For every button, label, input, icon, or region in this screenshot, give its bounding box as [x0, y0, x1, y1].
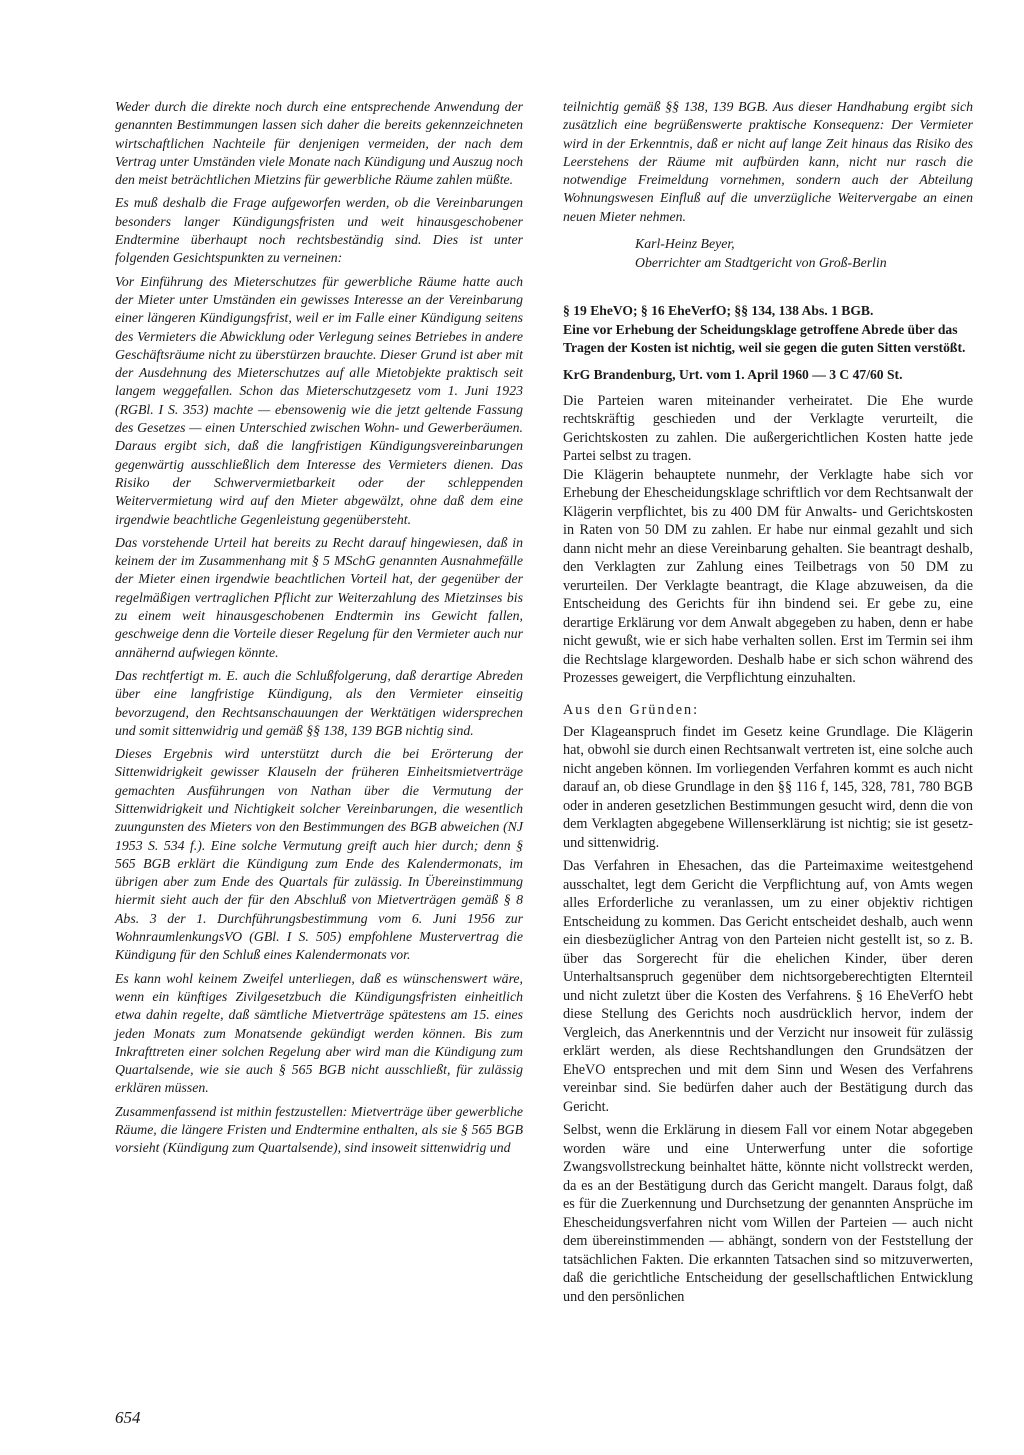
paragraph: Das rechtfertigt m. E. auch die Schlußfolgerung, daß derartige Abreden über eine langfristige Kündigung, als den Vermieter einseitig bevorzugend, den Rechtsanschauungen der Werktätigen widersprechen und somit sittenwidrig und gemäß §§ 138, 139 BGB nichtig sind.	[115, 667, 523, 738]
left-column	[115, 98, 523, 1158]
continuation-paragraph: teilnichtig gemäß §§ 138, 139 BGB. Aus dieser Handhabung ergibt sich zusätzlich eine begrüßenswerte praktische Konsequenz: Der Vermieter wird in der Erkenntnis, daß er nicht auf lange Zeit hinaus das Risiko des Leerstehens der Räume mit aufbürden kann, nicht nur rasch die notwendige Freimeldung vornehmen, sondern auch der Abteilung Wohnungswesen Einfluß auf die unverzügliche Weitervergabe an einen neuen Mieter nehmen.	[563, 99, 973, 224]
grounds-paragraph: Selbst, wenn die Erklärung in diesem Fall vor einem Notar abgegeben worden wäre und eine Unterwerfung unter die sofortige Zwangsvollstreckung beinhaltet hätte, könnte nicht vollstreckt werden, da es an der Bestätigung durch das Gericht mangelt. Daraus folgt, daß es für die Zuerkennung und Durchsetzung der genannten Ansprüche im Ehescheidungsverfahren nicht vom Willen der Parteien — auch nicht dem übereinstimmenden — abhängt, sondern von der Feststellung der tatsächlichen Fakten. Die erkannten Tatsachen sind so mitzuverwerten, daß die gerichtliche Entscheidung der gesellschaftlichen Entwicklung und den persönlichen	[563, 1122, 973, 1305]
paragraph: Das vorstehende Urteil hat bereits zu Recht darauf hingewiesen, daß in keinem der im Zusammenhang mit § 5 MSchG genannten Ausnahmefälle der Mieter einen irgendwie beachtlichen Vorteil hat, der gegenüber der regelmäßigen vertraglichen Pflicht zur Weiterzahlung des Mietzinses bis zu einem weit hinausgeschobenen Endtermin ins Gewicht fallen, geschweige denn die Vorteile dieser Regelung für den Vermieter auch nur annähernd aufwiegen könnte.	[115, 534, 523, 660]
grounds-heading: Aus den Gründen:	[563, 701, 700, 718]
paragraph: Weder durch die direkte noch durch eine entsprechende Anwendung der genannten Bestimmungen lassen sich daher die bereits gekennzeichneten wirtschaftlichen Nachteile für denjenigen vermeiden, der nach dem Vertrag unter Umständen viele Monate nach Kündigung und Auszug noch den meist beträchtlichen Mietzins für gewerbliche Räume zahlen müßte.	[115, 99, 523, 188]
grounds-paragraph: Das Verfahren in Ehesachen, das die Parteimaxime weitestgehend ausschaltet, legt dem Gericht die Verpflichtung auf, von Amts wegen alles Erforderliche zu veranlassen, um zu einer objektiv richtigen Entscheidung zu kommen. Das Gericht entscheidet deshalb, auch wenn ein diesbezüglicher Antrag von den Parteien nicht gestellt ist, so z. B. über das Sorgerecht für die ehelichen Kinder, über deren Unterhaltsanspruch gegenüber dem nichtsorgeberechtigten Elternteil und nicht zuletzt über die Kosten des Verfahrens. § 16 EheVerfO hebt diese Stellung des Gerichts noch ausdrücklich hervor, indem der Vergleich, das Anerkenntnis und der Verzicht nur insoweit für zulässig erklärt werden, als diese Rechtshandlungen den Grundsätzen der EheVO entsprechen und mit dem Sinn und Wesen des Verfahrens vereinbar sind. Sie bedürfen daher auch der Bestätigung durch das Gericht.	[563, 858, 973, 1115]
facts-paragraph: Die Klägerin behauptete nunmehr, der Verklagte habe sich vor Erhebung der Ehescheidungsklage schriftlich vor dem Rechtsanwalt der Klägerin verpflichtet, bis zu 400 DM für Anwalts- und Gerichtskosten in Raten von 50 DM zu zahlen. Er habe nur einmal gezahlt und sich dann nicht mehr an diese Vereinbarung gehalten. Sie beantragt deshalb, den Verklagten zur Zahlung eines Teilbetrags von 50 DM zu verurteilen. Der Verklagte beantragt, die Klage abzuweisen, da die Entscheidung des Gerichts für ihn bindend sei. Er gebe zu, eine derartige Erklärung vor dem Anwalt abgegeben zu haben, denn er habe nicht gewußt, wie er sich habe verhalten sollen. Erst im Termin sei ihm die Rechtslage klargeworden. Deshalb habe er sich schon während des Prozesses geweigert, die Verpflichtung einzuhalten.	[563, 466, 973, 687]
right-column	[563, 98, 973, 1306]
page-number: 654	[115, 1408, 141, 1427]
statute-heading: § 19 EheVO; § 16 EheVerfO; §§ 134, 138 Abs. 1 BGB.	[563, 303, 874, 319]
author-title: Oberrichter am Stadtgericht von Groß-Berlin	[635, 255, 887, 271]
paragraph: Zusammenfassend ist mithin festzustellen: Mietverträge über gewerbliche Räume, die längere Fristen und Endtermine enthalten, als sie § 565 BGB vorsieht (Kündigung zum Quartalsende), sind insoweit sittenwidrig und	[115, 1103, 523, 1156]
headnote: Eine vor Erhebung der Scheidungsklage getroffene Abrede über das Tragen der Kosten ist nichtig, weil sie gegen die guten Sitten verstößt.	[563, 321, 966, 356]
paragraph: Dieses Ergebnis wird unterstützt durch die bei Erörterung der Sittenwidrigkeit gewisser Klauseln der früheren Einheitsmietverträge gemachten Ausführungen von Nathan über die Vermutung der Sittenwidrigkeit und Nichtigkeit solcher Vereinbarungen, die wesentlich zuungunsten des Mieters von den Bestimmungen des BGB abweichen (NJ 1953 S. 534 f.). Eine solche Vermutung greift auch hier durch; denn § 565 BGB erklärt die Kündigung zum Ende des Kalendermonats, im übrigen aber zum Ende des Quartals für zulässig. In Übereinstimmung hiermit sieht auch der für den Abschluß von Mietverträgen gemäß § 8 Abs. 3 der 1. Durchführungsbestimmung vom 6. Juni 1956 zur WohnraumlenkungsVO (GBl. I S. 505) empfohlene Mustervertrag die Kündigung für den Schluß eines Kalendermonats vor.	[115, 746, 523, 963]
paragraph: Es muß deshalb die Frage aufgeworfen werden, ob die Vereinbarungen besonders langer Kündigungsfristen und weit hinausgeschobener Endtermine überhaupt noch rechtsbeständig sind. Dies ist unter folgenden Gesichtspunkten zu verneinen:	[115, 195, 523, 266]
paragraph: Vor Einführung des Mieterschutzes für gewerbliche Räume hatte auch der Mieter unter Umständen ein gewisses Interesse an der Vereinbarung einer längeren Kündigungsfrist, weil er im Falle einer Kündigung seitens des Vermieters die Abwicklung oder Verlegung seines Betriebes in andere Geschäftsräume nicht zu überstürzen brauchte. Dieser Grund ist aber mit der Ausdehnung des Mieterschutzes auf alle Mietobjekte praktisch seit langem weggefallen. Schon das Mieterschutzgesetz vom 1. Juni 1923 (RGBl. I S. 353) machte — ebensowenig wie die jetzt geltende Fassung des Gesetzes — einen Unterschied zwischen Wohn- und Gewerberäumen. Daraus ergibt sich, daß die langfristigen Kündigungsvereinbarungen gegenwärtig ausschließlich dem Interesse des Vermieters dienen. Das Risiko der Schwervermietbarkeit oder der schleppenden Weitervermietung wird auf den Mieter abgewälzt, ohne daß dem eine irgendwie beachtliche Gegenleistung gegenübersteht.	[115, 273, 523, 527]
author-name: Karl-Heinz Beyer,	[635, 236, 735, 252]
paragraph: Es kann wohl keinem Zweifel unterliegen, daß es wünschenswert wäre, wenn ein künftiges Zivilgesetzbuch die Kündigungsfristen einheitlich etwa dahin regelte, daß sämtliche Mietverträge spätestens am 15. eines jeden Monats zum Monatsende gekündigt werden können. Bis zum Inkrafttreten einer solchen Regelung aber wird man die Kündigung zum Quartalsende, wie sie auch § 565 BGB nicht ausschließt, für zulässig erklären müssen.	[115, 970, 523, 1096]
facts-paragraph: Die Parteien waren miteinander verheiratet. Die Ehe wurde rechtskräftig geschieden und der Verklagte verurteilt, die Gerichtskosten zu zahlen. Die außergerichtlichen Kosten hatte jede Partei selbst zu tragen.	[563, 392, 973, 465]
case-citation: KrG Brandenburg, Urt. vom 1. April 1960 — 3 C 47/60 St.	[563, 366, 903, 382]
author-signature	[563, 234, 973, 272]
grounds-paragraph: Der Klageanspruch findet im Gesetz keine Grundlage. Die Klägerin hat, obwohl sie durch einen Rechtsanwalt vertreten ist, eine solche auch nicht angeben können. Im vorliegenden Verfahren kommt es auch nicht darauf an, ob diese Grundlage in den §§ 116 f, 145, 328, 781, 780 BGB oder in anderen gesetzlichen Bestimmungen gesucht wird, denn die von dem Verklagten abgegebene Willenserklärung ist nichtig; sie ist gesetz- und sittenwidrig.	[563, 723, 973, 851]
